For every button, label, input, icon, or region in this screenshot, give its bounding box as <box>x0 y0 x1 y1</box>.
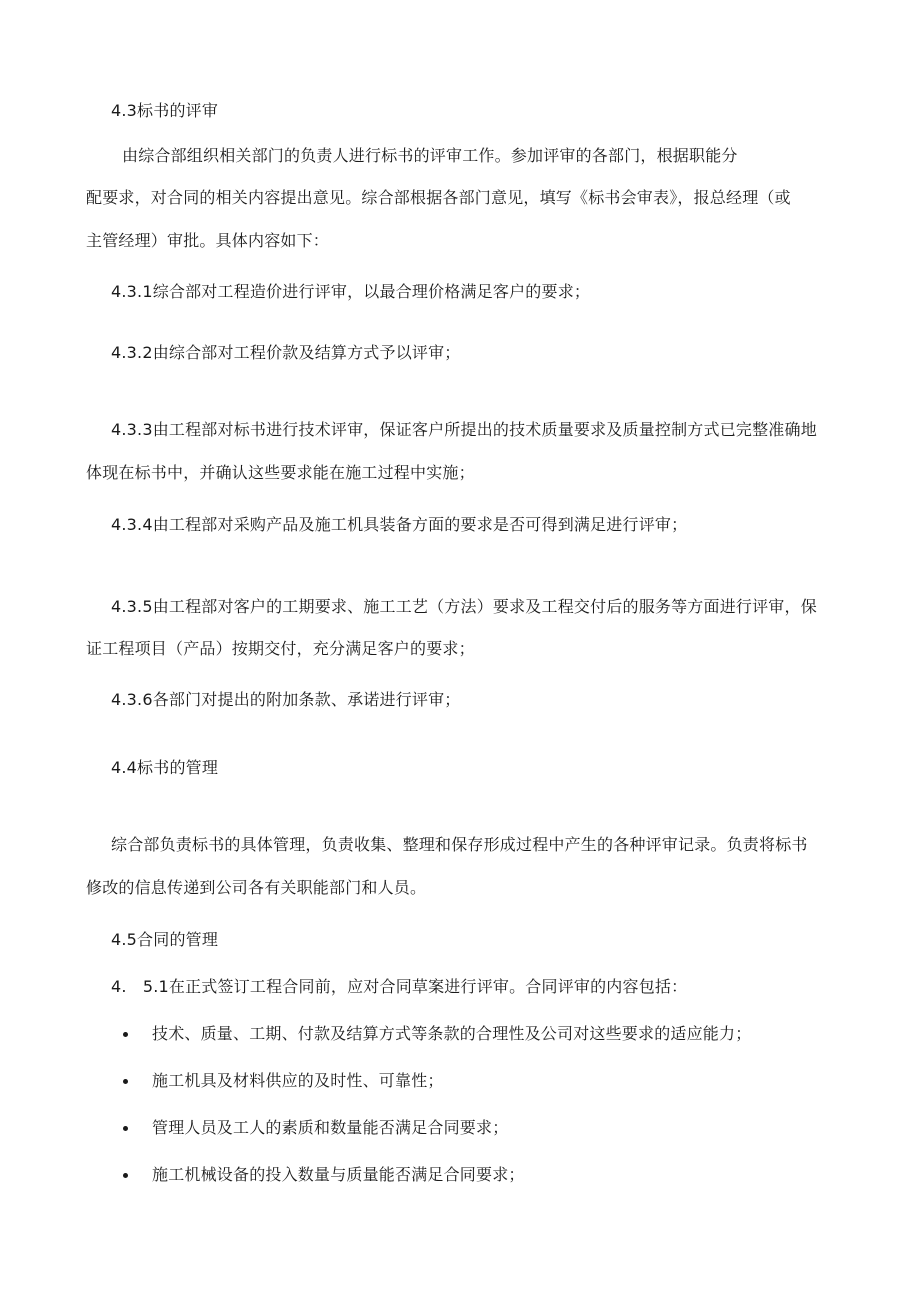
list-item-text: 技术、质量、工期、付款及结算方式等条款的合理性及公司对这些要求的适应能力； <box>152 1024 752 1043</box>
paragraph-line: 配要求，对合同的相关内容提出意见。综合部根据各部门意见，填写《标书会审表》，报总经理（或 <box>86 188 791 207</box>
paragraph-line: 综合部负责标书的具体管理，负责收集、整理和保存形成过程中产生的各种评审记录。负责将标书 <box>111 835 808 854</box>
section-heading-4-5: 4.5合同的管理 <box>111 930 219 949</box>
paragraph-line: 修改的信息传递到公司各有关职能部门和人员。 <box>86 878 427 897</box>
section-heading-4-4: 4.4标书的管理 <box>111 758 219 777</box>
clause-4-3-6: 4.3.6各部门对提出的附加条款、承诺进行评审； <box>111 690 461 709</box>
list-item-text: 管理人员及工人的素质和数量能否满足合同要求； <box>152 1118 509 1137</box>
clause-4-3-2: 4.3.2由综合部对工程价款及结算方式予以评审； <box>111 343 461 362</box>
list-item-text: 施工机械设备的投入数量与质量能否满足合同要求； <box>152 1165 525 1184</box>
bullet-icon <box>123 1079 128 1084</box>
clause-4-3-3-continued: 体现在标书中，并确认这些要求能在施工过程中实施； <box>86 463 475 482</box>
list-item-text: 施工机具及材料供应的及时性、可靠性； <box>152 1071 444 1090</box>
clause-4-3-5: 4.3.5由工程部对客户的工期要求、施工工艺（方法）要求及工程交付后的服务等方面进行评审，保 <box>111 597 817 616</box>
clause-4-3-5-continued: 证工程项目（产品）按期交付，充分满足客户的要求； <box>86 639 475 658</box>
bullet-icon <box>123 1173 128 1178</box>
paragraph-line: 主管经理）审批。具体内容如下： <box>86 231 330 250</box>
paragraph-line: 由综合部组织相关部门的负责人进行标书的评审工作。参加评审的各部门，根据职能分 <box>122 146 738 165</box>
bullet-icon <box>123 1126 128 1131</box>
clause-4-3-1: 4.3.1综合部对工程造价进行评审，以最合理价格满足客户的要求； <box>111 282 591 301</box>
clause-4-3-3: 4.3.3由工程部对标书进行技术评审，保证客户所提出的技术质量要求及质量控制方式已完整准确地 <box>111 420 817 439</box>
section-heading-4-3: 4.3标书的评审 <box>111 101 219 120</box>
clause-4-5-1: 4. 5.1在正式签订工程合同前，应对合同草案进行评审。合同评审的内容包括： <box>111 977 688 996</box>
bullet-icon <box>123 1032 128 1037</box>
clause-4-3-4: 4.3.4由工程部对采购产品及施工机具装备方面的要求是否可得到满足进行评审； <box>111 515 688 534</box>
